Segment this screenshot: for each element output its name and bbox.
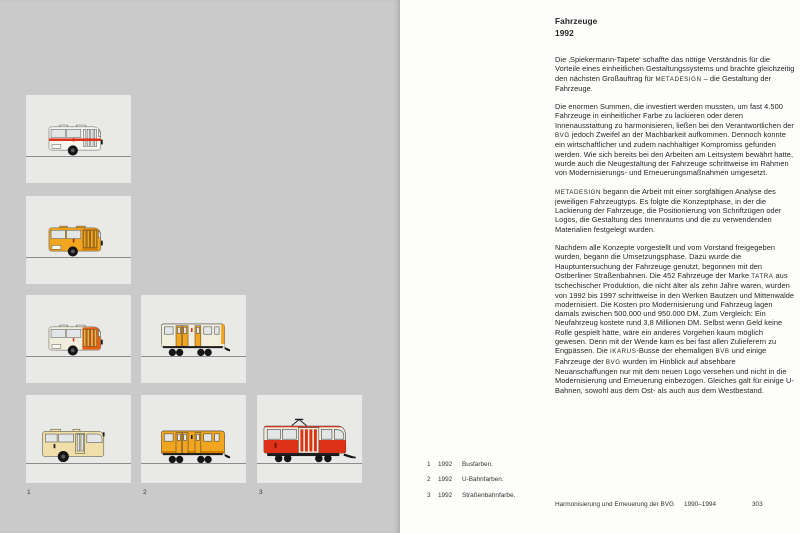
bus-side-cream-illustration [37,424,109,463]
bus-three-quarter-amber-illustration [43,221,105,257]
ground-line [26,257,131,258]
figure-panel-bus-cream [26,395,131,483]
caption-number: 1 [427,461,431,468]
ground-line [141,463,246,464]
figure-caption-1 [427,457,515,472]
figure-panel-bus-amber [26,196,131,284]
caption-label: Straßenbahnfarbe. [462,491,516,499]
figure-column-number-2: 2 [143,489,147,496]
caption-year: 1992 [438,461,453,468]
caption-year: 1992 [438,476,453,484]
footer-year-range: 1990–1994 [684,501,717,508]
figure-caption-3 [427,488,515,503]
caption-number: 3 [427,491,431,499]
paragraph: Die enormen Summen, die investiert werden mussten, um fast 4.500 Fahrzeuge in einheitlicher Farbe zu lackieren oder deren Innenausstattung zu harmonisieren, ließen bei den Verantwortlichen der BVG jedoch Zweifel an der Machbarkeit aufkommen. Dennoch konnte ein wirtschaftlicher und zudem nachhaltiger Kompromiss gefunden werden. Wie sich bereits bei den Arbeiten am Leitsystem bewährt hatte, wurde auch die Neugestaltung der Fahrzeuge schrittweise im Rahmen von Modernisierungs- und Erneuerungsmaßnahmen umgesetzt. [555,102,794,178]
caption-label: U-Bahnfarben. [462,476,504,484]
body-text-column [555,55,795,404]
ground-line [26,356,131,357]
figure-panel-bus-orange-front [26,295,131,383]
page-title: Fahrzeuge [555,16,598,26]
right-page [400,0,800,533]
page-number: 303 [752,501,763,508]
footer-chapter: Harmonisierung und Erneuerung der BVG 1990–1994 [555,501,717,508]
figure-panel-bus-red-stripe [26,95,131,183]
bus-three-quarter-ivory-orange-front-illustration [43,320,105,356]
figure-captions [427,457,515,503]
tram-red-white-illustration [259,415,359,463]
ground-line [257,463,362,464]
ubahn-car-ivory-amber-doors-illustration [157,317,233,356]
paragraph: Nachdem alle Konzepte vorgestellt und vom Vorstand freigegeben wurden, begann die Umsetzungsphase. Dazu wurde die Hauptuntersuchung der Fahrzeuge genutzt, begonnen mit den Ostberliner Straßenbahnen. Die 452 Fahrzeuge der Marke TATRA aus tschechischer Produktion, die nicht älter als zehn Jahre waren, wurden von 1992 bis 1997 schrittweise in den Werken Bautzen und Mittenwalde modernisiert. Die Kosten pro Modernisierung und Fahrzeug lagen damals zwischen 500.000 und 950.000 DM. Zum Vergleich: Ein Neufahrzeug kostete rund 3,8 Millionen DM. Selbst wenn Geld keine Rolle gespielt hätte, wäre ein anderes Vorgehen kaum möglich gewesen. Denn mit der Wende kam es bei fast allen Zulieferern zu Engpässen. Die IKARUS-Busse der ehemaligen BVB und einige Fahrzeuge der BVG wurden im Hinblick auf absehbare Neuanschaffungen nur mit dem neuen Logo versehen und nicht in die Modernisierung und Erneuerung einbezogen. Gleiches galt für einige U-Bahnen, sowohl aus dem Ost- als auch aus dem Westbestand. [555,243,795,395]
paragraph: METADESIGN begann die Arbeit mit einer sorgfältigen Analyse des jeweiligen Fahrzeugtyps. Es folgte die Konzeptphase, in der die Lackierung der Fahrzeuge, die Positionierung von Schriftzügen oder Logos, die Gestaltung des Innenraums und die zu verwendenden Materialien festgelegt wurden. [555,186,782,234]
paragraph: Die ‚Spiekermann-Tapete‘ schaffte das nötige Verständnis für die Vorteile eines einheitlichen Gestaltungssystems und brachte gleichzeitig den nächsten Großauftrag für METADESIGN – die Gestaltung der Fahrzeuge. [555,55,795,93]
ground-line [26,463,131,464]
bus-three-quarter-white-red-stripe-illustration [43,120,105,156]
figure-panel-ubahn-amber [141,395,246,483]
figure-panel-tram-red [257,395,362,483]
caption-number: 2 [427,476,431,484]
figure-column-number-3: 3 [259,489,263,496]
page-title-year: 1992 [555,27,574,38]
figure-caption-2 [427,472,515,487]
caption-label: Busfarben. [462,461,493,468]
ground-line [26,156,131,157]
caption-year: 1992 [438,491,453,499]
ground-line [141,356,246,357]
ubahn-car-amber-illustration [157,424,233,463]
figure-panel-ubahn-ivory [141,295,246,383]
figure-column-number-1: 1 [27,489,31,496]
chapter-heading [555,16,597,39]
